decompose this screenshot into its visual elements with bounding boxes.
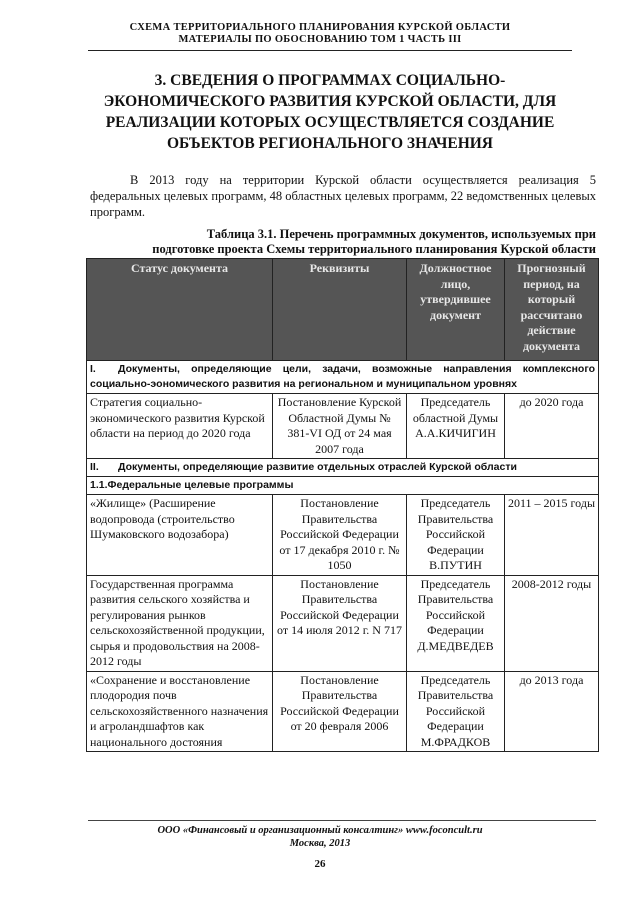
header-period: Прогнозный период, на который рассчитано действие документа xyxy=(505,259,599,361)
footer-divider xyxy=(88,820,596,821)
row-1-official: Председатель областной Думы А.А.КИЧИГИН xyxy=(407,394,505,459)
section-2-text: Документы, определяющие развитие отдельных отраслей Курской области xyxy=(118,461,517,473)
table-caption-line-2: подготовке проекта Схемы территориального планирования Курской области xyxy=(152,242,596,256)
row-3-period: 2008-2012 годы xyxy=(505,575,599,671)
header-official: Должностное лицо, утвердившее документ xyxy=(407,259,505,361)
row-1-status: Стратегия социально-экономического развития Курской области на период до 2020 года xyxy=(87,394,273,459)
row-3-status: Государственная программа развития сельского хозяйства и регулирования рынков сельскохозяйственной продукции, сырья и продовольствия на 2008-2012 годы xyxy=(87,575,273,671)
footer-line-1: ООО «Финансовый и организационный консалтинг» www.foconcult.ru xyxy=(157,825,483,836)
table-header-row xyxy=(87,259,599,361)
section-1-number: I. xyxy=(90,363,96,375)
page-footer xyxy=(0,824,640,850)
section-1-text: Документы, определяющие цели, задачи, возможные направления комплексного социально-эономического развития на региональном и муниципальном уровнях xyxy=(90,363,595,390)
subsection-row xyxy=(87,477,599,495)
header-line-2: МАТЕРИАЛЫ ПО ОБОСНОВАНИЮ ТОМ 1 ЧАСТЬ III xyxy=(178,34,462,45)
running-header xyxy=(0,22,640,46)
header-divider xyxy=(88,50,572,51)
program-documents-table xyxy=(86,258,599,752)
header-line-1: СХЕМА ТЕРРИТОРИАЛЬНОГО ПЛАНИРОВАНИЯ КУРСКОЙ ОБЛАСТИ xyxy=(129,22,511,33)
header-status: Статус документа xyxy=(87,259,273,361)
footer-line-2: Москва, 2013 xyxy=(289,838,351,849)
table-row xyxy=(87,394,599,459)
row-4-requisites: Постановление Правительства Российской Федерации от 20 февраля 2006 xyxy=(273,671,407,752)
table-row xyxy=(87,671,599,752)
subsection-text: 1.1.Федеральные целевые программы xyxy=(87,477,599,495)
intro-text xyxy=(90,172,596,220)
row-4-period: до 2013 года xyxy=(505,671,599,752)
row-4-status: «Сохранение и восстановление плодородия почв сельскохозяйственного назначения и агроландшафтов как национального достояния xyxy=(87,671,273,752)
table-caption xyxy=(90,227,596,257)
row-2-official: Председатель Правительства Российской Федерации В.ПУТИН xyxy=(407,495,505,576)
table-row xyxy=(87,575,599,671)
row-3-official: Председатель Правительства Российской Федерации Д.МЕДВЕДЕВ xyxy=(407,575,505,671)
row-2-period: 2011 – 2015 годы xyxy=(505,495,599,576)
row-2-status: «Жилище» (Расширение водопровода (строительство Шумаковского водозабора) xyxy=(87,495,273,576)
section-title: 3. СВЕДЕНИЯ О ПРОГРАММАХ СОЦИАЛЬНО-ЭКОНОМИЧЕСКОГО РАЗВИТИЯ КУРСКОЙ ОБЛАСТИ, ДЛЯ РЕАЛИЗАЦИИ КОТОРЫХ ОСУЩЕСТВЛЯЕТСЯ СОЗДАНИЕ ОБЪЕКТОВ РЕГИОНАЛЬНОГО ЗНАЧЕНИЯ xyxy=(103,72,557,152)
table-caption-line-1: Таблица 3.1. Перечень программных документов, используемых при xyxy=(206,227,596,241)
row-3-requisites: Постановление Правительства Российской Федерации от 14 июля 2012 г. N 717 xyxy=(273,575,407,671)
row-1-requisites: Постановление Курской Областной Думы № 381-VI ОД от 24 мая 2007 года xyxy=(273,394,407,459)
intro-paragraph: В 2013 году на территории Курской области осуществляется реализация 5 федеральных целевых программ, 48 областных целевых программ, 22 ведомственных целевых программ. xyxy=(90,173,596,219)
header-requisites: Реквизиты xyxy=(273,259,407,361)
section-2-number: II. xyxy=(90,461,99,473)
row-2-requisites: Постановление Правительства Российской Федерации от 17 декабря 2010 г. № 1050 xyxy=(273,495,407,576)
page-number: 26 xyxy=(314,858,326,870)
row-1-period: до 2020 года xyxy=(505,394,599,459)
section-row-2 xyxy=(87,459,599,477)
section-row-1 xyxy=(87,361,599,394)
table-row xyxy=(87,495,599,576)
row-4-official: Председатель Правительства Российской Федерации М.ФРАДКОВ xyxy=(407,671,505,752)
